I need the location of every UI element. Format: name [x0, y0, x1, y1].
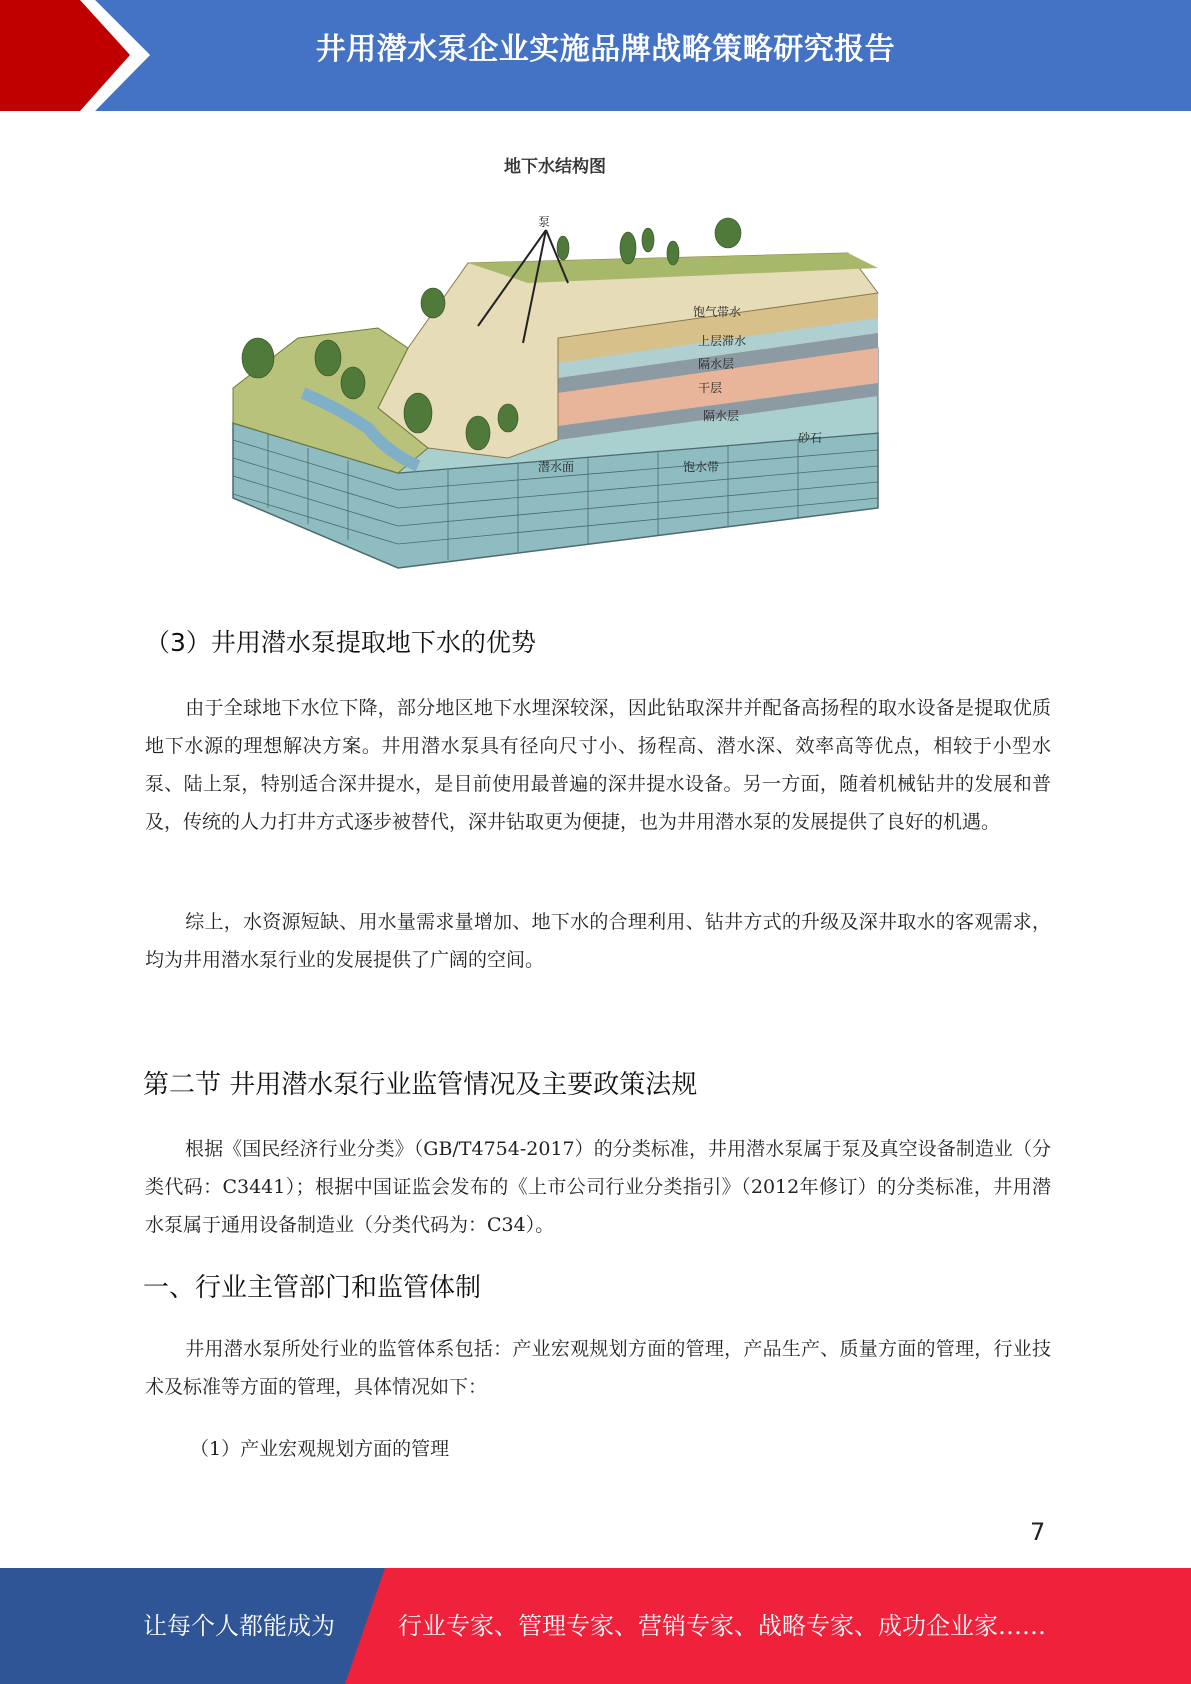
groundwater-structure-illustration: [228, 208, 882, 570]
footer-slogan-left: 让每个人都能成为: [143, 1612, 335, 1640]
report-title: 井用潜水泵企业实施品牌战略策略研究报告: [315, 32, 896, 67]
label-pump: 泵: [538, 215, 551, 229]
footer-slogan-right: 行业专家、管理专家、营销专家、战略专家、成功企业家……: [398, 1612, 1046, 1640]
label-water-table: 潜水面: [538, 460, 575, 474]
label-aquiclude-2: 隔水层: [703, 409, 740, 423]
paragraph-summary-text: 综上，水资源短缺、用水量需求量增加、地下水的合理利用、钻井方式的升级及深井取水的客观需求，均为井用潜水泵行业的发展提供了广阔的空间。: [145, 911, 1051, 971]
page-footer: [0, 1568, 1191, 1684]
label-upper-perched-water: 上层滞水: [698, 334, 747, 348]
label-aerated-water: 饱气带水: [693, 305, 742, 319]
figure-caption: 地下水结构图: [504, 157, 606, 177]
section-heading-advantages: （3）井用潜水泵提取地下水的优势: [145, 628, 536, 657]
paragraph-regulatory-system: [145, 1330, 1051, 1406]
label-saturated-zone: 饱水带: [683, 460, 720, 474]
paragraph-classification-text: 根据《国民经济行业分类》（GB/T4754-2017）的分类标准，井用潜水泵属于泵及真空设备制造业（分类代码：C3441）；根据中国证监会发布的《上市公司行业分类指引》（2012年修订）的分类标准，井用潜水泵属于通用设备制造业（分类代码为：C34）。: [145, 1138, 1051, 1236]
label-dry-layer: 干层: [698, 381, 723, 395]
subsection-heading-authorities: 一、行业主管部门和监管体制: [143, 1273, 482, 1303]
paragraph-advantages-text: 由于全球地下水位下降，部分地区地下水埋深较深，因此钻取深井并配备高扬程的取水设备是提取优质地下水源的理想解决方案。井用潜水泵具有径向尺寸小、扬程高、潜水深、效率高等优点，相较于小型水泵、陆上泵，特别适合深井提水，是目前使用最普遍的深井提水设备。另一方面，随着机械钻井的发展和普及，传统的人力打井方式逐步被替代，深井钻取更为便捷，也为井用潜水泵的发展提供了良好的机遇。: [145, 697, 1051, 833]
label-gravel: 砂石: [798, 431, 823, 445]
page-header: [0, 0, 1191, 111]
paragraph-classification: [145, 1130, 1051, 1244]
list-item-macro-planning: （1）产业宏观规划方面的管理: [190, 1438, 450, 1460]
paragraph-regulatory-system-text: 井用潜水泵所处行业的监管体系包括：产业宏观规划方面的管理，产品生产、质量方面的管理，行业技术及标准等方面的管理，具体情况如下：: [145, 1338, 1051, 1398]
page-number: 7: [1030, 1518, 1046, 1546]
paragraph-advantages: [145, 689, 1051, 841]
section-heading-regulation: 第二节 井用潜水泵行业监管情况及主要政策法规: [143, 1070, 698, 1100]
paragraph-summary: [145, 903, 1051, 979]
label-aquiclude-1: 隔水层: [698, 357, 735, 371]
